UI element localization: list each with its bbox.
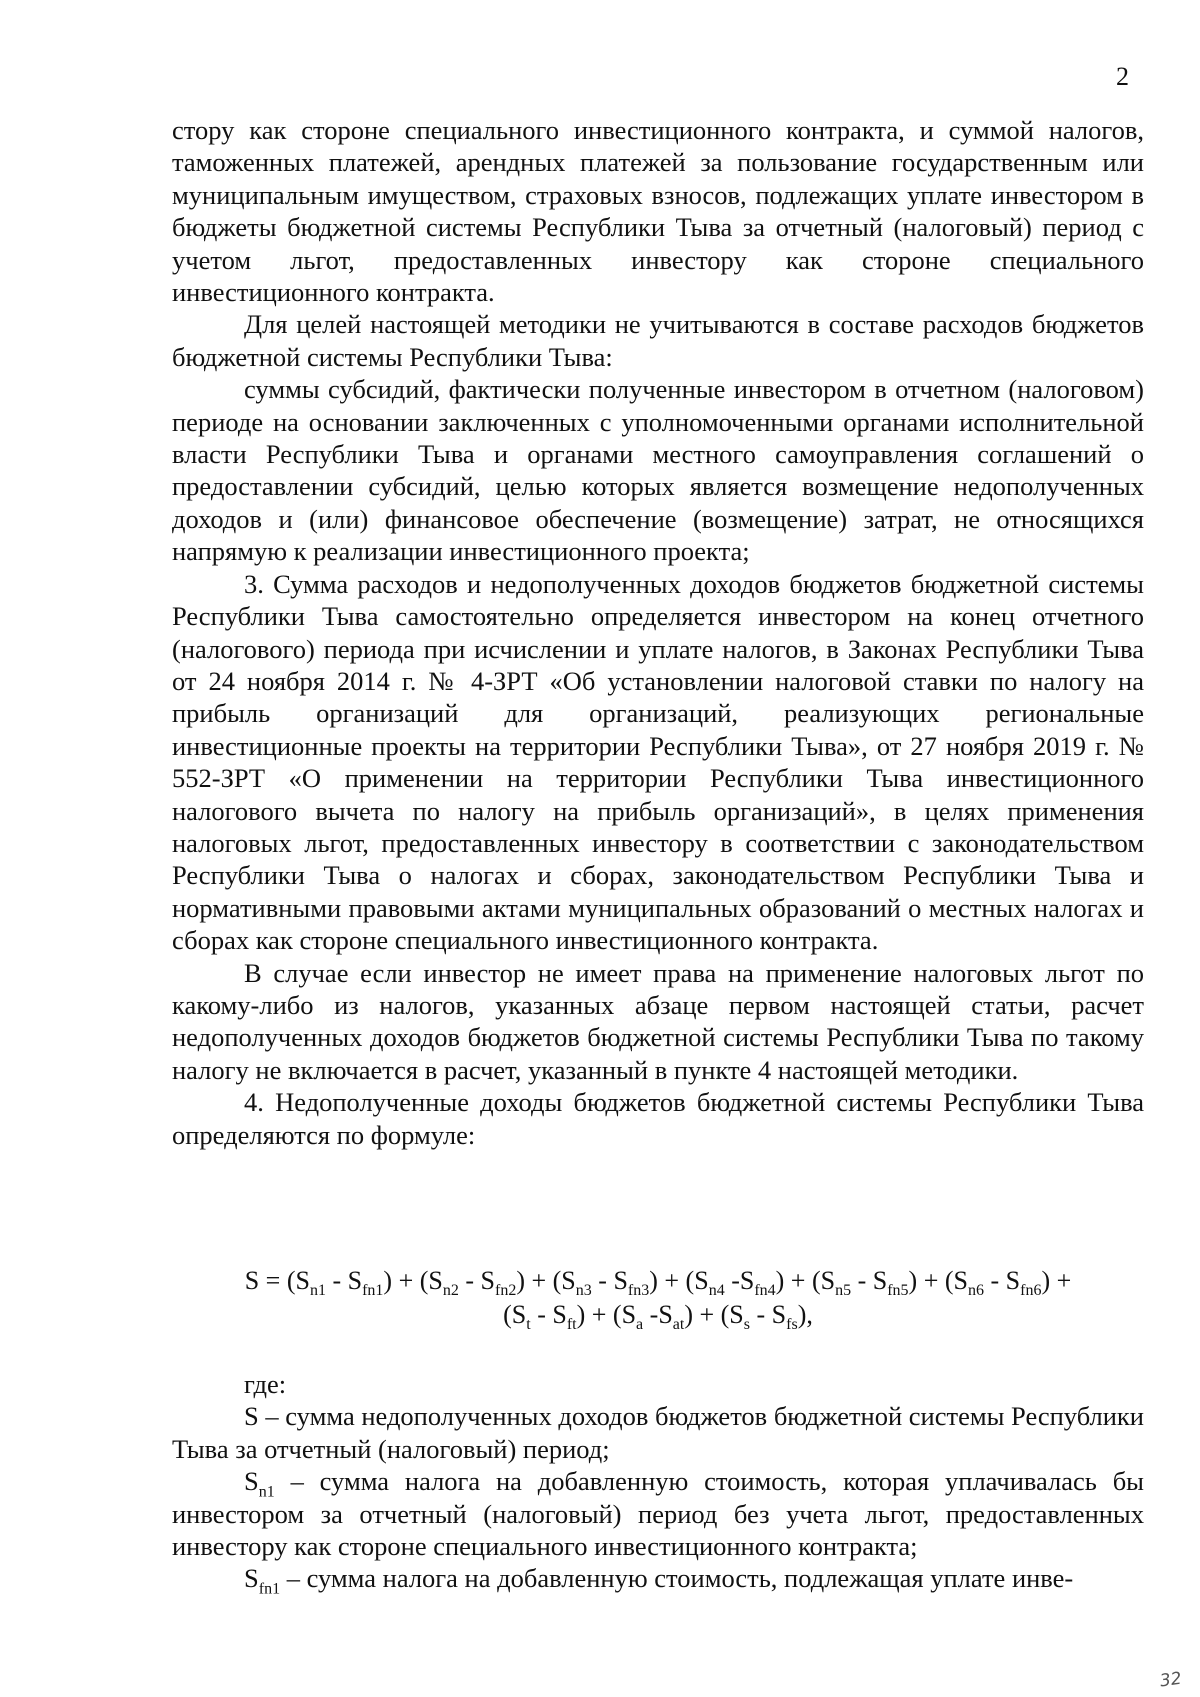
handwritten-page-note: 32 bbox=[1158, 1668, 1183, 1692]
paragraph: В случае если инвестор не имеет права на применение налоговых льгот по какому-либо из налогов, указанных абзаце первом настоящей статьи, расчет недополученных доходов бюджетов бюджетной системы Республики Тыва по такому налогу не включается в расчет, указанный в пункте 4 настоящей методики. bbox=[172, 957, 1144, 1085]
formula-line-2: $(S_t - S_{ft}) + (S_a$ $-S_{at}) + (S_s - S_{fs})$, bbox=[503, 1300, 813, 1334]
paragraph: Для целей настоящей методики не учитываются в составе расходов бюджетов бюджетной системы Республики Тыва: bbox=[172, 309, 1144, 372]
definitions bbox=[172, 1368, 1144, 1598]
paragraph: суммы субсидий, фактически полученные инвестором в отчетном (налоговом) периоде на основании заключенных с уполномоченными органами исполнительной власти Республики Тыва и органами местного самоуправления соглашений о предоставлении субсидий, целью которых является возмещение недополученных доходов и (или) финансовое обеспечение (возмещение) затрат, не относящихся напрямую к реализации инвестиционного проекта; bbox=[172, 374, 1144, 567]
definition-item: S – сумма недополученных доходов бюджетов бюджетной системы Республики Тыва за отчетный (налоговый) период; bbox=[172, 1401, 1144, 1464]
definition-item: $S_{n1}$ – сумма налога на добавленную стоимость, которая уплачивалась бы инвестором за отчетный (налоговый) период без учета льгот, предоставленных инвестору как стороне специального инвестиционного контракта; bbox=[172, 1466, 1144, 1562]
formula-line-1: $S = (S_{n1} - S_{fn1}) + (S_{n2} - S_{fn2}) + (S_{n3} - S_{fn3}) + (S_{n4}$ $-S_{fn4}) + (S_{n5} - S_{fn5}) + (S_{n6} - S_{fn6})$ + bbox=[244, 1266, 1072, 1300]
paragraph: 3. Сумма расходов и недополученных доходов бюджетов бюджетной системы Республики Тыва самостоятельно определяется инвестором на конец отчетного (налогового) периода при исчислении и уплате налогов, в Законах Республики Тыва от 24 ноября 2014 г. № 4-ЗРТ «Об установлении налоговой ставки по налогу на прибыль организаций для организаций, реализующих региональные инвестиционные проекты на территории Республики Тыва», от 27 ноября 2019 г. № 552-ЗРТ «О применении на территории Республики Тыва инвестиционного налогового вычета по налогу на прибыль организаций», в целях применения налоговых льгот, предоставленных инвестору в соответствии с законодательством Республики Тыва о налогах и сборах, законодательством Республики Тыва и нормативными правовыми актами муниципальных образований о местных налогах и сборах как стороне специального инвестиционного контракта. bbox=[172, 568, 1144, 956]
formula bbox=[172, 1264, 1144, 1332]
definition-item: $S_{fn1}$ – сумма налога на добавленную стоимость, подлежащая уплате инве- bbox=[244, 1563, 1074, 1598]
where-label: где: bbox=[244, 1369, 287, 1399]
page-number: 2 bbox=[1116, 62, 1129, 91]
body-text bbox=[172, 114, 1144, 1151]
paragraph: стору как стороне специального инвестиционного контракта, и суммой налогов, таможенных платежей, арендных платежей за пользование государственным или муниципальным имуществом, страховых взносов, подлежащих уплате инвестором в бюджеты бюджетной системы Республики Тыва за отчетный (налоговый) период с учетом льгот, предоставленных инвестору как стороне специального инвестиционного контракта. bbox=[172, 115, 1144, 308]
paragraph: 4. Недополученные доходы бюджетов бюджетной системы Республики Тыва определяются по формуле: bbox=[172, 1087, 1144, 1150]
